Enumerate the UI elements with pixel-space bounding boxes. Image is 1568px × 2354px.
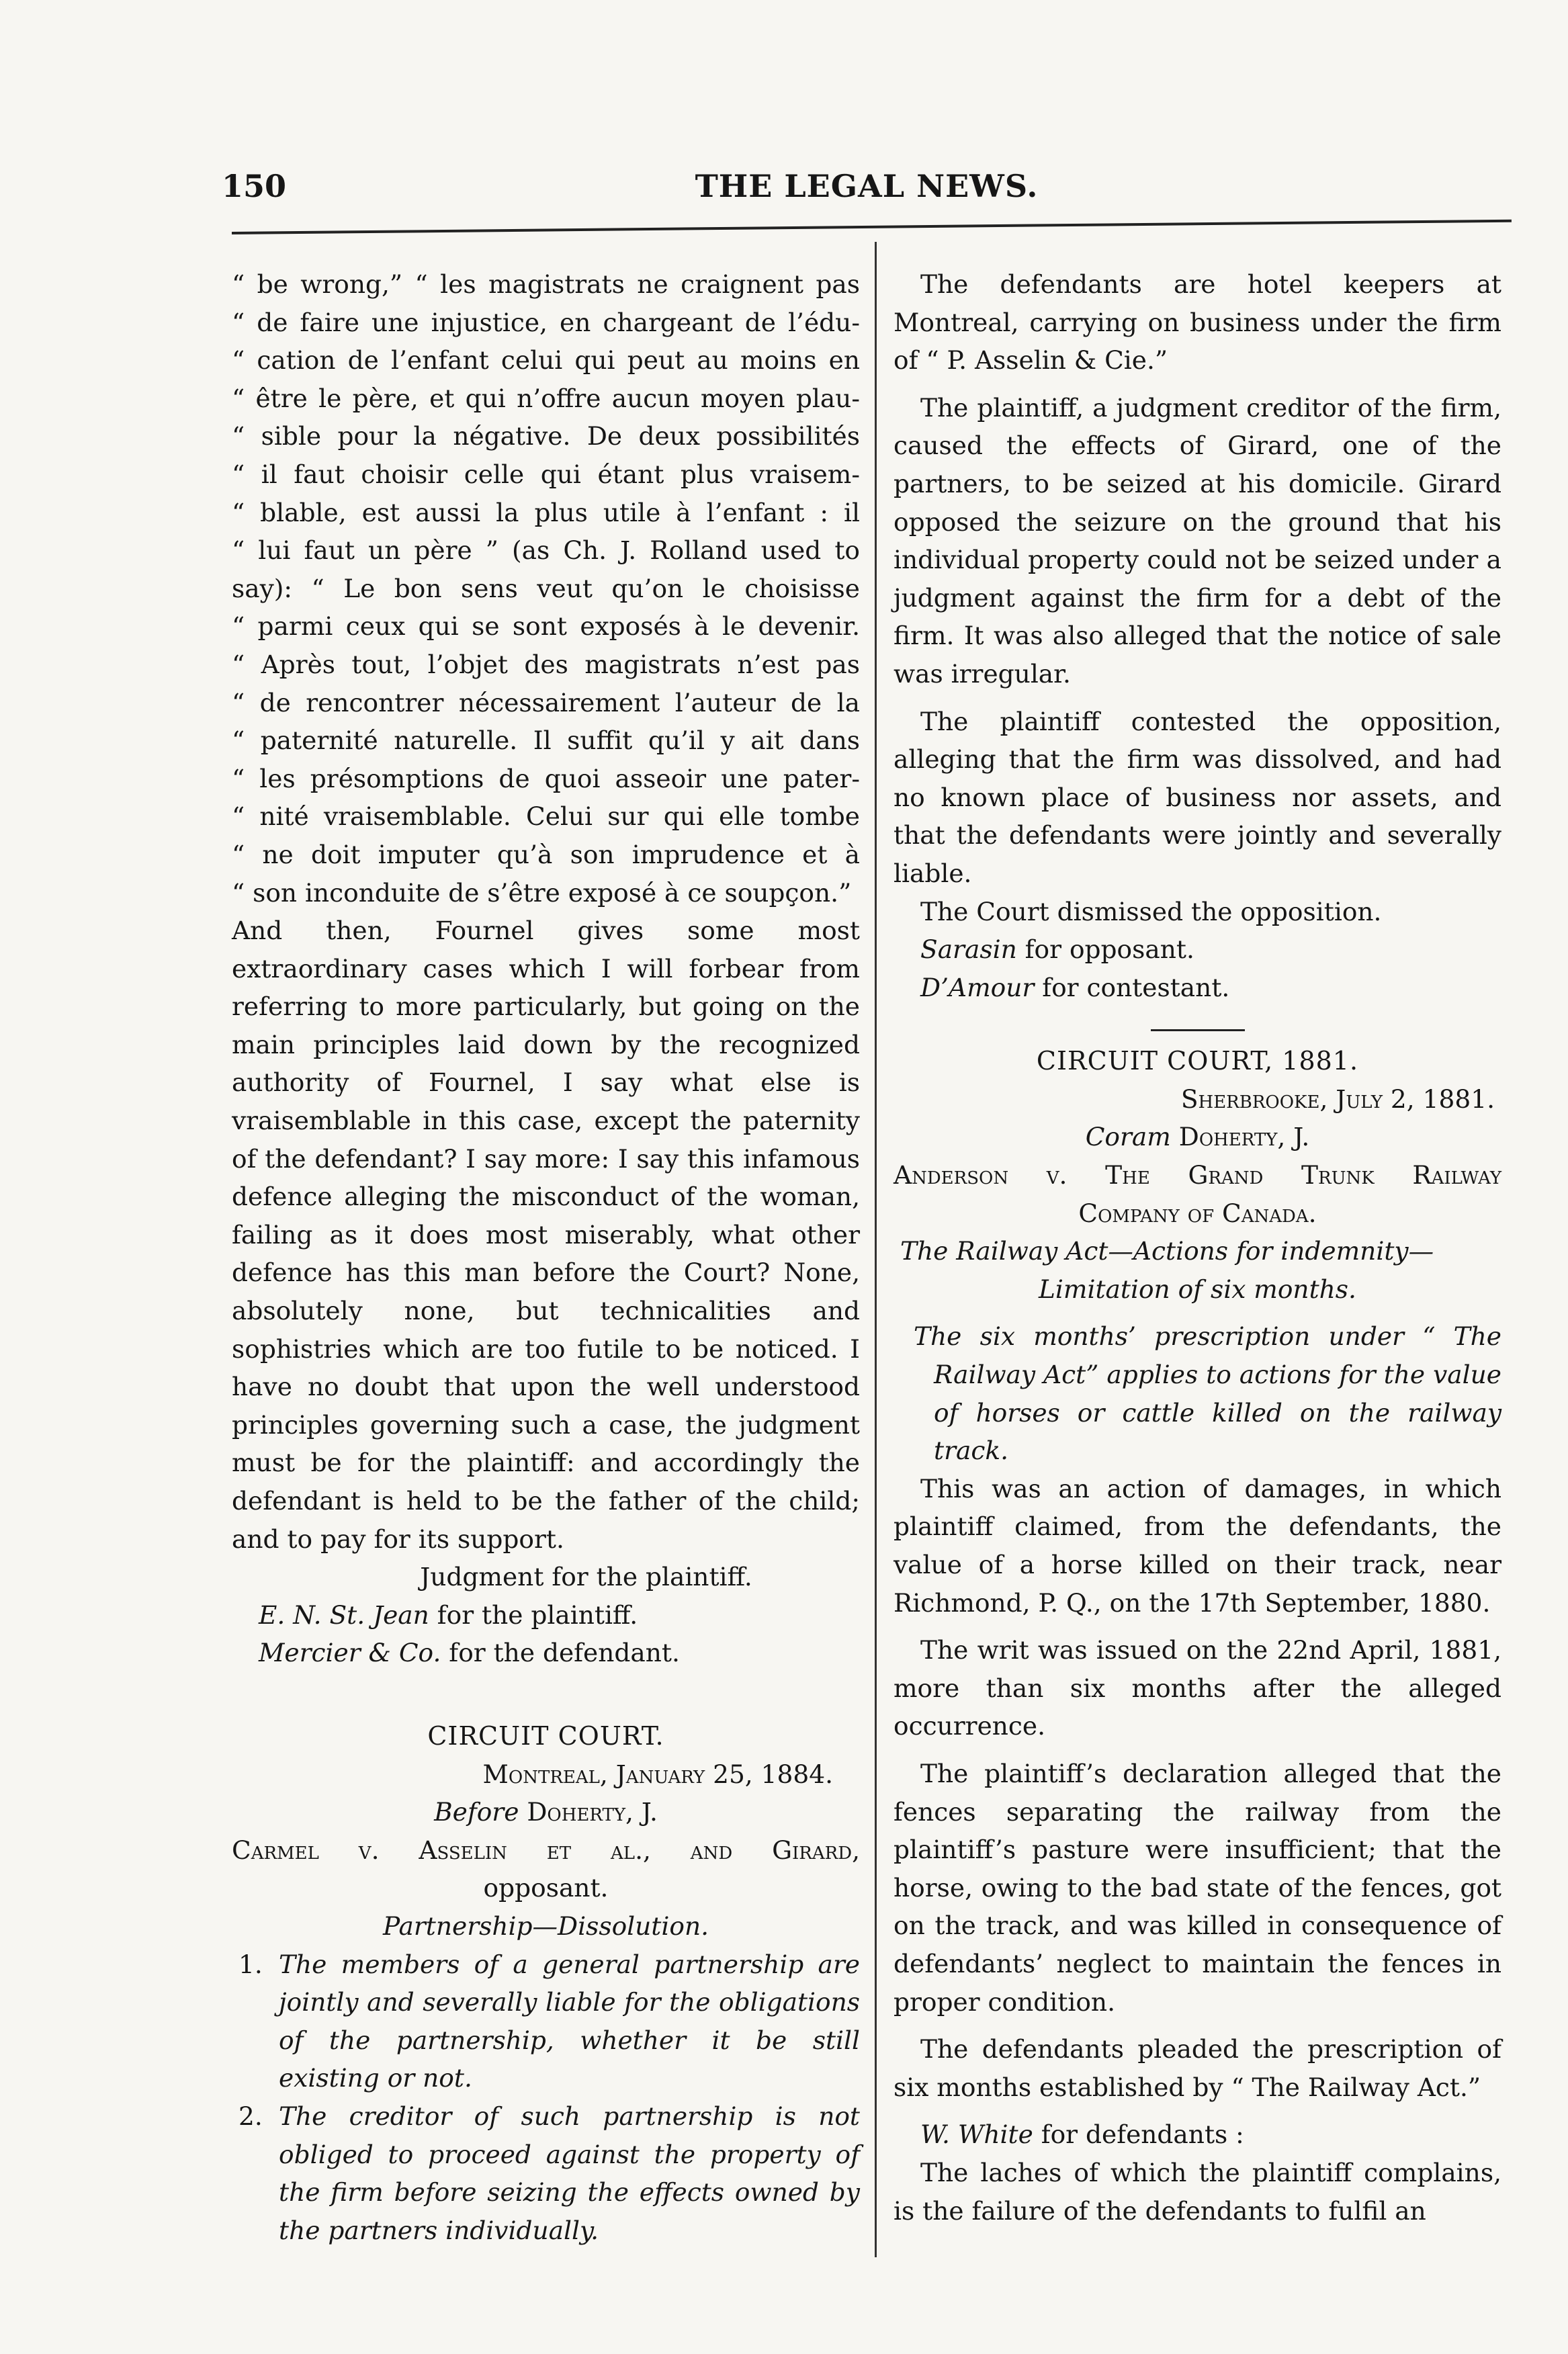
point-number: 1.: [238, 1949, 263, 1979]
quote-line: “ son inconduite de s’être exposé à ce soupçon.”: [232, 877, 852, 908]
body-paragraph: The writ was issued on the 22nd April, 1881, more than six months after the alleged occurrence.: [894, 1635, 1501, 1741]
column-divider: [875, 242, 877, 2257]
right-column: [894, 265, 1501, 2230]
quote-line: “ lui faut un père ” (as Ch. J. Rolland used to: [232, 535, 860, 566]
page-number: 150: [222, 168, 287, 204]
quote-line: “ parmi ceux qui se sont exposés à le devenir.: [232, 611, 860, 642]
counsel-name: D’Amour: [920, 972, 1035, 1002]
counsel-line: [232, 1596, 860, 1634]
judge-name: Doherty, J.: [1170, 1122, 1310, 1152]
quote-line: “ il faut choisir celle qui étant plus vraisem-: [232, 459, 860, 489]
place-date: Montreal, January 25, 1884.: [482, 1759, 833, 1789]
section-rule: [1151, 1029, 1245, 1031]
case-subject: Partnership—Dissolution.: [382, 1911, 709, 1941]
quote-line: “ cation de l’enfant celui qui peut au moins en: [232, 345, 860, 376]
counsel-line: [894, 969, 1501, 1007]
point-text: The members of a general partnership are jointly and severally liable for the obligations of the partnership, whether it be still existing or not.: [279, 1949, 860, 2093]
coram-prefix: Coram: [1085, 1122, 1171, 1152]
quote-line: say): “ Le bon sens veut qu’on le choisisse: [232, 573, 860, 603]
case-parties: Carmel v. Asselin et al., and Girard,: [232, 1835, 860, 1865]
headnote: The six months’ prescription under “ The Railway Act” applies to actions for the value of horses or cattle killed on the railway track.: [914, 1321, 1501, 1466]
page-header: [222, 168, 1512, 215]
counsel-role: for contestant.: [1034, 972, 1230, 1002]
court-heading: CIRCUIT COURT.: [427, 1720, 664, 1751]
body-paragraph: The plaintiff contested the opposition, alleging that the firm was dissolved, and had no known place of business nor assets, and that the defendants were jointly and severally liable.: [894, 706, 1501, 888]
case-parties: Anderson v. The Grand Trunk Railway: [894, 1160, 1501, 1190]
running-title: THE LEGAL NEWS.: [695, 168, 1039, 204]
point-number: 2.: [238, 2101, 263, 2131]
body-paragraph: And then, Fournel gives some most extraordinary cases which I will forbear from referring to more particularly, but going on the main principles laid down by the recognized authority of Fournel, I say what else is vraisemblable in this case, except the paternity of the defendant? I say more: I say this infamous defence alleging the misconduct of the woman, failing as it does most miserably, what other defence has this man before the Court? None, absolutely none, but technicalities and sophistries which are too futile to be noticed. I have no doubt that upon the well understood principles governing such a case, the judgment must be for the plaintiff: and accordingly the defendant is held to be the father of the child; and to pay for its support.: [232, 916, 860, 1554]
court-heading: CIRCUIT COURT, 1881.: [1036, 1046, 1359, 1076]
counsel-name: Mercier & Co.: [259, 1638, 441, 1668]
judge-line: [894, 1118, 1501, 1156]
quote-line: “ sible pour la négative. De deux possibilités: [232, 421, 860, 451]
judge-name: Doherty, J.: [519, 1797, 658, 1827]
point-text: The creditor of such partnership is not obliged to proceed against the property of the firm before seizing the effects owned by the partners individually.: [279, 2101, 860, 2245]
body-paragraph: The plaintiff, a judgment creditor of the firm, caused the effects of Girard, one of the partners, to be seized at his domicile. Girard opposed the seizure on the ground that his individual property could not be seized under a judgment against the firm for a debt of the firm. It was also alleged that the notice of sale was irregular.: [894, 392, 1501, 689]
quote-line: “ de rencontrer nécessairement l’auteur de la: [232, 687, 860, 717]
counsel-line: [232, 1634, 860, 1672]
header-rule: [232, 220, 1512, 234]
counsel-role: for defendants :: [1033, 2120, 1244, 2150]
case-subject-cont: Limitation of six months.: [1039, 1274, 1356, 1304]
quoted-passage: [232, 265, 860, 912]
body-paragraph: This was an action of damages, in which plaintiff claimed, from the defendants, the value of a horse killed on their track, near Richmond, P. Q., on the 17th September, 1880.: [894, 1473, 1501, 1618]
counsel-line: [894, 2116, 1501, 2154]
headnote-point: [232, 1946, 860, 2097]
counsel-name: Sarasin: [920, 934, 1017, 965]
judgment-line: Judgment for the plaintiff.: [420, 1562, 752, 1592]
quote-line: “ blable, est aussi la plus utile à l’enfant : il: [232, 497, 860, 527]
counsel-role: for the defendant.: [441, 1638, 680, 1668]
quote-line: “ paternité naturelle. Il suffit qu’il y ait dans: [232, 726, 860, 756]
counsel-role: for opposant.: [1016, 934, 1194, 965]
counsel-name: E. N. St. Jean: [259, 1600, 429, 1630]
quote-line: “ être le père, et qui n’offre aucun moyen plau-: [232, 383, 860, 413]
quote-line: “ be wrong,” “ les magistrats ne craignent pas: [232, 269, 860, 299]
body-paragraph: The laches of which the plaintiff complains, is the failure of the defendants to fulfil an: [894, 2157, 1501, 2226]
body-paragraph: The defendants pleaded the prescription of six months established by “ The Railway Act.”: [894, 2034, 1501, 2102]
body-paragraph: The Court dismissed the opposition.: [920, 896, 1382, 926]
quote-line: “ de faire une injustice, en chargeant de l’édu-: [232, 307, 860, 337]
place-date: Sherbrooke, July 2, 1881.: [1180, 1084, 1495, 1114]
case-parties-cont: Company of Canada.: [1078, 1198, 1317, 1228]
before-prefix: Before: [434, 1797, 519, 1827]
body-paragraph: The plaintiff’s declaration alleged that the fences separating the railway from the plaintiff’s pasture were insufficient; that the horse, owing to the bad state of the fences, got on the track, and was killed in consequence of defendants’ neglect to maintain the fences in proper condition.: [894, 1758, 1501, 2017]
quote-line: “ les présomptions de quoi asseoir une pater-: [232, 763, 860, 793]
case-parties-cont: opposant.: [483, 1873, 609, 1903]
counsel-line: [894, 930, 1501, 969]
quote-line: “ ne doit imputer qu’à son imprudence et à: [232, 839, 860, 869]
judge-line: [232, 1793, 860, 1831]
counsel-role: for the plaintiff.: [429, 1600, 638, 1630]
counsel-name: W. White: [920, 2120, 1033, 2150]
quote-line: “ Après tout, l’objet des magistrats n’est pas: [232, 649, 860, 679]
left-column: [232, 265, 860, 2249]
case-subject: The Railway Act—Actions for indemnity—: [900, 1236, 1434, 1266]
headnote-point: [232, 2097, 860, 2249]
body-paragraph: The defendants are hotel keepers at Montreal, carrying on business under the firm of “ P. Asselin & Cie.”: [894, 269, 1501, 376]
quote-line: “ nité vraisemblable. Celui sur qui elle tombe: [232, 801, 860, 832]
